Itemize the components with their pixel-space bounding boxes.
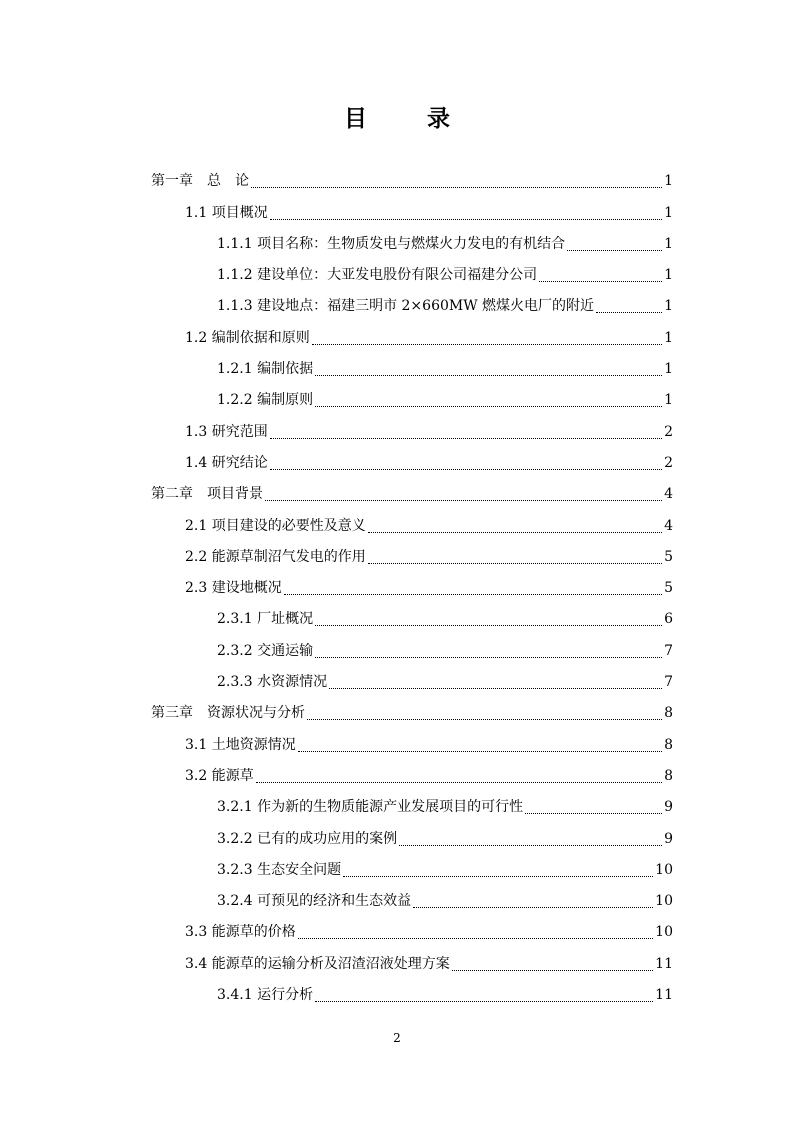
toc-leader-dots: [368, 531, 662, 533]
toc-leader-dots: [329, 687, 662, 689]
toc-entry-page: 10: [655, 861, 673, 878]
toc-entry[interactable]: [151, 693, 673, 724]
toc-leader-dots: [413, 906, 653, 908]
toc-entry-page: 1: [664, 298, 673, 315]
toc-entry-title: 1.2.2 编制原则: [217, 392, 314, 409]
toc-entry-title: 1.1 项目概况: [185, 204, 268, 221]
toc-entry-title: 3.2.2 已有的成功应用的案例: [217, 830, 398, 847]
toc-leader-dots: [315, 656, 662, 658]
toc-entry[interactable]: [151, 537, 673, 568]
toc-entry-title: 第三章 资源状况与分析: [151, 705, 305, 722]
toc-entry[interactable]: [151, 724, 673, 755]
toc-entry-title: 2.2 能源草制沼气发电的作用: [185, 548, 366, 565]
toc-entry[interactable]: [151, 599, 673, 630]
toc-entry[interactable]: [151, 881, 673, 912]
toc-entry-page: 1: [664, 392, 673, 409]
toc-entry-title: 3.1 土地资源情况: [185, 736, 296, 753]
toc-entry-page: 11: [655, 955, 673, 972]
toc-entry-page: 7: [664, 674, 673, 691]
toc-leader-dots: [251, 186, 662, 188]
toc-leader-dots: [312, 343, 662, 345]
toc-leader-dots: [284, 593, 662, 595]
toc-entry-title: 1.3 研究范围: [185, 423, 268, 440]
toc-entry-title: 3.2.4 可预见的经济和生态效益: [217, 893, 412, 910]
toc-entry-page: 7: [664, 642, 673, 659]
toc-entry[interactable]: [151, 224, 673, 255]
toc-entry-title: 2.3.2 交通运输: [217, 642, 314, 659]
toc-entry[interactable]: [151, 161, 673, 192]
toc-entry-page: 8: [664, 736, 673, 753]
toc-leader-dots: [307, 718, 662, 720]
table-of-contents: [151, 161, 673, 1006]
toc-entry-page: 4: [664, 486, 673, 503]
toc-entry-page: 10: [655, 893, 673, 910]
toc-leader-dots: [256, 781, 662, 783]
toc-entry-page: 11: [655, 987, 673, 1004]
page-number: 2: [393, 1031, 401, 1045]
toc-entry[interactable]: [151, 943, 673, 974]
toc-entry[interactable]: [151, 192, 673, 223]
toc-leader-dots: [596, 311, 662, 313]
toc-entry-title: 第二章 项目背景: [151, 486, 263, 503]
toc-entry-page: 1: [664, 235, 673, 252]
toc-entry[interactable]: [151, 850, 673, 881]
toc-leader-dots: [270, 437, 662, 439]
toc-entry[interactable]: [151, 474, 673, 505]
toc-leader-dots: [452, 969, 653, 971]
toc-entry[interactable]: [151, 411, 673, 442]
toc-entry[interactable]: [151, 255, 673, 286]
toc-entry-title: 3.2 能源草: [185, 767, 254, 784]
toc-entry-page: 5: [664, 548, 673, 565]
toc-leader-dots: [399, 844, 662, 846]
toc-entry-title: 1.1.2 建设单位：大亚发电股份有限公司福建分公司: [217, 267, 538, 284]
toc-entry[interactable]: [151, 317, 673, 348]
toc-entry-title: 3.2.3 生态安全问题: [217, 861, 342, 878]
toc-entry-title: 1.1.1 项目名称：生物质发电与燃煤火力发电的有机结合: [217, 235, 566, 252]
toc-entry[interactable]: [151, 630, 673, 661]
toc-entry[interactable]: [151, 443, 673, 474]
toc-entry-page: 1: [664, 204, 673, 221]
toc-entry[interactable]: [151, 756, 673, 787]
toc-leader-dots: [315, 1000, 653, 1002]
toc-entry-page: 5: [664, 580, 673, 597]
toc-entry-page: 8: [664, 767, 673, 784]
toc-leader-dots: [298, 750, 662, 752]
toc-entry[interactable]: [151, 505, 673, 536]
toc-entry-title: 1.2.1 编制依据: [217, 361, 314, 378]
toc-entry[interactable]: [151, 912, 673, 943]
toc-leader-dots: [298, 937, 653, 939]
toc-entry-title: 1.2 编制依据和原则: [185, 329, 310, 346]
toc-entry-title: 2.3.1 厂址概况: [217, 611, 314, 628]
toc-entry[interactable]: [151, 975, 673, 1006]
toc-leader-dots: [539, 280, 662, 282]
toc-entry[interactable]: [151, 662, 673, 693]
toc-entry-page: 1: [664, 361, 673, 378]
toc-entry[interactable]: [151, 286, 673, 317]
toc-entry-title: 2.3 建设地概况: [185, 580, 282, 597]
toc-entry-title: 3.4.1 运行分析: [217, 987, 314, 1004]
toc-entry-title: 2.3.3 水资源情况: [217, 674, 328, 691]
toc-entry[interactable]: [151, 818, 673, 849]
toc-entry-page: 8: [664, 705, 673, 722]
toc-entry-page: 4: [664, 517, 673, 534]
toc-entry-title: 1.4 研究结论: [185, 454, 268, 471]
toc-entry-page: 1: [664, 329, 673, 346]
toc-entry-page: 9: [664, 799, 673, 816]
toc-entry-page: 9: [664, 830, 673, 847]
toc-entry[interactable]: [151, 380, 673, 411]
toc-entry-page: 2: [664, 423, 673, 440]
toc-leader-dots: [525, 812, 662, 814]
toc-entry-title: 第一章 总 论: [151, 173, 249, 190]
toc-leader-dots: [270, 218, 662, 220]
toc-leader-dots: [270, 468, 662, 470]
toc-entry-title: 3.2.1 作为新的生物质能源产业发展项目的可行性: [217, 799, 524, 816]
toc-entry-page: 1: [664, 267, 673, 284]
toc-leader-dots: [315, 374, 662, 376]
toc-entry-title: 2.1 项目建设的必要性及意义: [185, 517, 366, 534]
toc-leader-dots: [343, 875, 653, 877]
toc-entry-page: 1: [664, 173, 673, 190]
toc-leader-dots: [368, 562, 662, 564]
toc-entry-title: 3.3 能源草的价格: [185, 924, 296, 941]
toc-leader-dots: [315, 405, 662, 407]
toc-title: 目 录: [343, 105, 476, 132]
toc-entry-title: 3.4 能源草的运输分析及沼渣沼液处理方案: [185, 955, 450, 972]
toc-entry-page: 2: [664, 454, 673, 471]
toc-entry-title: 1.1.3 建设地点：福建三明市 2×660MW 燃煤火电厂的附近: [217, 298, 595, 315]
toc-entry-page: 6: [664, 611, 673, 628]
toc-entry[interactable]: [151, 349, 673, 380]
toc-entry[interactable]: [151, 787, 673, 818]
toc-entry[interactable]: [151, 568, 673, 599]
toc-leader-dots: [265, 499, 662, 501]
toc-leader-dots: [315, 624, 662, 626]
toc-leader-dots: [567, 249, 662, 251]
toc-entry-page: 10: [655, 924, 673, 941]
